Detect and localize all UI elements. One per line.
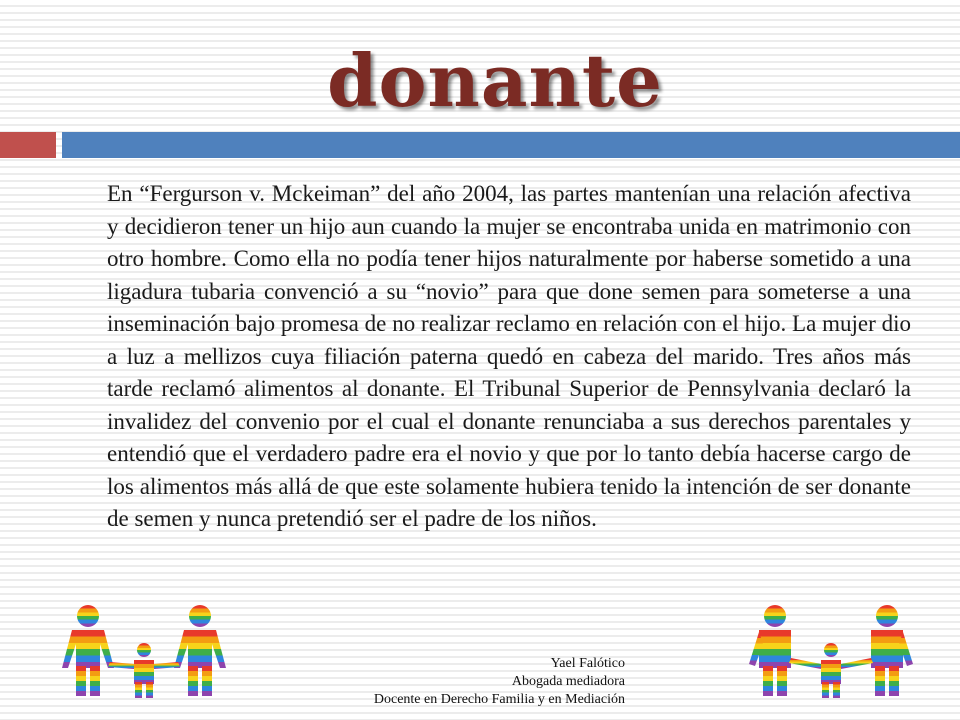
- slide-title: donante: [327, 38, 663, 123]
- body-text: En “Fergurson v. Mckeiman” del año 2004, las partes mantenían una relación afectiva y decidieron tener un hijo aun cuando la mujer se encontraba unida en matrimonio con otro hombre. Como ella no podía tener hijos naturalmente por haberse sometido a una ligadura tubaria convenció a su “novio” para que done semen para someterse a una inseminación bajo promesa de no realizar reclamo en relación con el hijo. La mujer dio a luz a mellizos cuya filiación paterna quedó en cabeza del marido. Tres años más tarde reclamó alimentos al donante. El Tribunal Superior de Pennsylvania declaró la invalidez del convenio por el cual el donante renunciaba a sus derechos parentales y entendió que el verdadero padre era el novio y que por lo tanto debía hacerse cargo de los alimentos más allá de que este solamente hubiera tenido la intención de ser donante de semen y nunca pretendió ser el padre de los niños.: [107, 181, 911, 531]
- author-credits: [374, 655, 625, 709]
- author-position: Docente en Derecho Familia y en Mediación: [373, 692, 625, 707]
- author-role: Abogada mediadora: [511, 674, 625, 689]
- title-divider-red: [0, 132, 56, 158]
- rainbow-family-icon: [50, 604, 240, 704]
- author-name: Yael Falótico: [550, 656, 625, 671]
- rainbow-family-icon: [737, 604, 927, 704]
- title-divider-blue: [62, 132, 960, 158]
